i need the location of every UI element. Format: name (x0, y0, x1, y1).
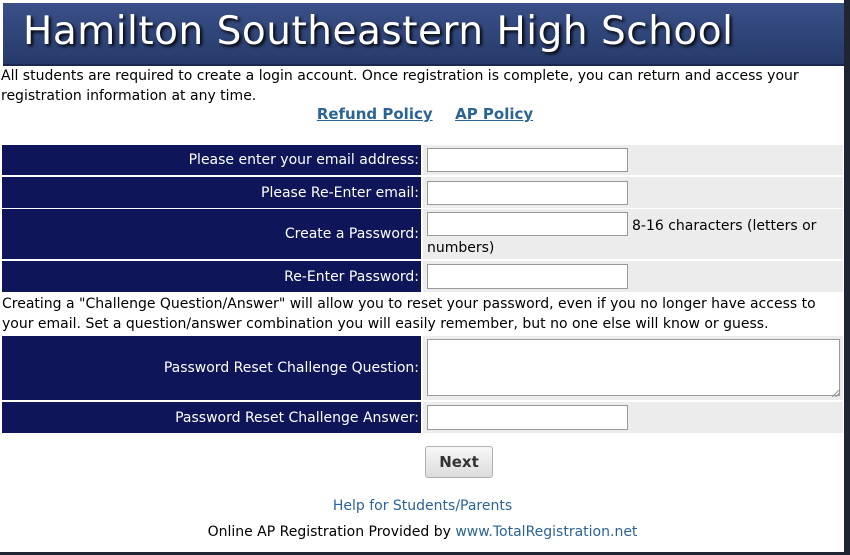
provided-text: Online AP Registration Provided by (207, 524, 456, 540)
challenge-note: Creating a "Challenge Question/Answer" will allow you to reset your password, even if you no longer have access to your email. Set a question/answer combination you will easily remember, but no one else will know or guess. (2, 296, 816, 332)
refund-policy-link[interactable]: Refund Policy (316, 105, 433, 123)
help-link[interactable]: Help for Students/Parents (332, 498, 513, 514)
window-frame-right (844, 0, 850, 555)
password-cell (423, 209, 843, 259)
ap-policy-link[interactable]: AP Policy (455, 105, 534, 123)
repassword-label: Re-Enter Password: (2, 261, 421, 292)
resize-grip-icon[interactable] (832, 390, 839, 397)
reemail-input[interactable] (427, 181, 628, 205)
school-title: Hamilton Southeastern High School (23, 9, 734, 54)
question-textarea[interactable] (427, 339, 840, 396)
password-row (2, 209, 843, 259)
question-label: Password Reset Challenge Question: (2, 336, 421, 400)
reemail-row (2, 177, 843, 208)
intro-text: All students are required to create a login account. Once registration is complete, you can return and access your registration information at any time. (1, 68, 799, 104)
question-cell (423, 336, 843, 400)
reemail-cell (423, 177, 843, 208)
email-label: Please enter your email address: (2, 145, 421, 175)
repassword-input[interactable] (427, 264, 628, 289)
help-section (0, 498, 845, 514)
answer-input[interactable] (427, 405, 628, 430)
password-hint: 8-16 characters (letters or numbers) (427, 218, 817, 256)
provider-link[interactable]: www.TotalRegistration.net (455, 524, 638, 540)
email-input[interactable] (427, 148, 628, 172)
provided-by (0, 524, 845, 540)
repassword-row (2, 261, 843, 292)
answer-cell (423, 402, 843, 433)
repassword-cell (423, 261, 843, 292)
email-cell (423, 145, 843, 175)
password-label: Create a Password: (2, 209, 421, 259)
email-row (2, 145, 843, 175)
policy-links (0, 105, 850, 123)
question-row (2, 336, 843, 400)
header-banner (3, 3, 844, 66)
answer-label: Password Reset Challenge Answer: (2, 402, 421, 433)
next-button[interactable]: Next (425, 446, 493, 478)
reemail-label: Please Re-Enter email: (2, 177, 421, 208)
answer-row (2, 402, 843, 433)
